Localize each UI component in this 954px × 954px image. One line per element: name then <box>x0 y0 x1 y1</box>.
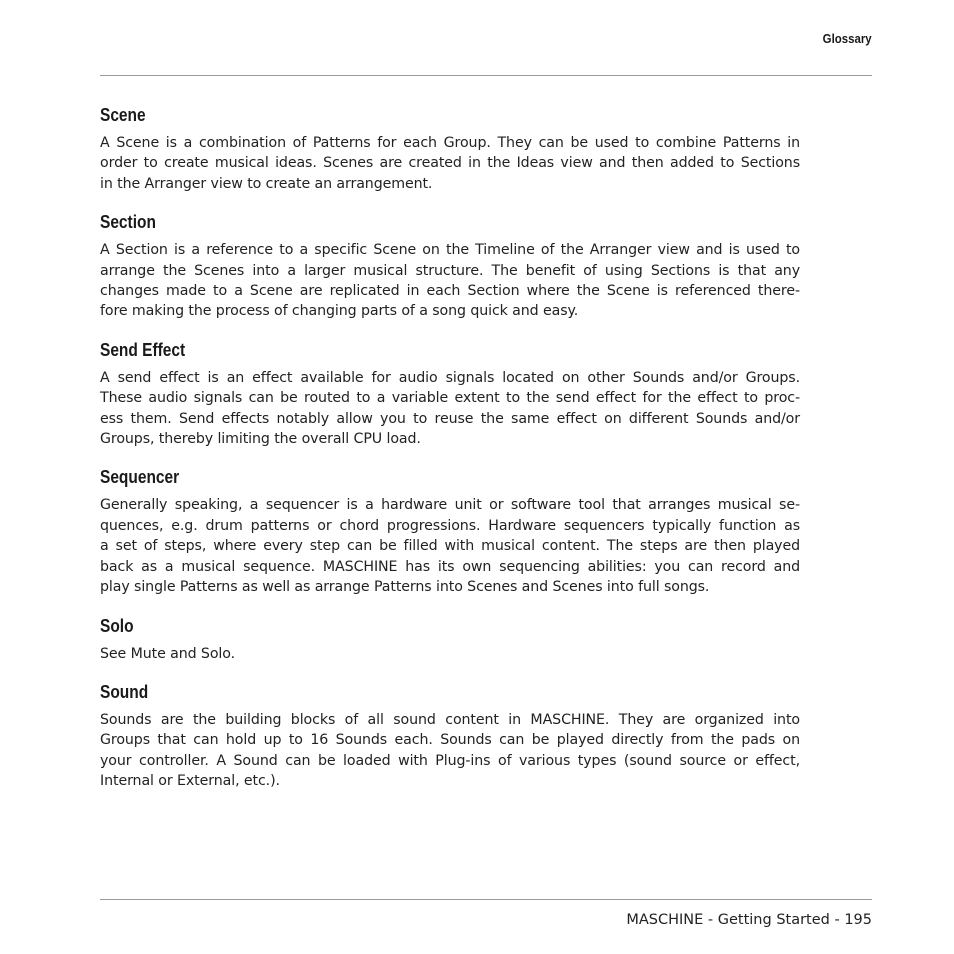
definition-line: fore making the process of changing parts of a song quick and easy. <box>100 303 579 320</box>
entry-definition <box>100 240 800 322</box>
header-rule <box>100 75 872 76</box>
glossary-entry <box>100 615 800 664</box>
definition-line: A Section is a reference to a specific Scene on the Timeline of the Arranger view and is used to <box>100 242 800 259</box>
entry-definition <box>100 133 800 194</box>
definition-line: play single Patterns as well as arrange Patterns into Scenes and Scenes into full songs. <box>100 579 710 596</box>
definition-line: order to create musical ideas. Scenes are created in the Ideas view and then added to Sections <box>100 155 800 172</box>
footer-rule <box>100 899 872 900</box>
entry-term: Send Effect <box>100 339 186 360</box>
definition-line: quences, e.g. drum patterns or chord progressions. Hardware sequencers typically function as <box>100 517 800 534</box>
definition-line: A Scene is a combination of Patterns for each Group. They can be used to combine Patterns in <box>100 135 800 151</box>
definition-line: changes made to a Scene are replicated in each Section where the Scene is referenced there- <box>100 283 800 300</box>
entry-definition <box>100 495 800 597</box>
glossary-entry <box>100 339 800 450</box>
glossary-content <box>100 104 800 809</box>
definition-line: arrange the Scenes into a larger musical structure. The benefit of using Sections is that any <box>100 262 800 279</box>
definition-line: Groups that can hold up to 16 Sounds each. Sounds can be played directly from the pads on <box>100 732 800 749</box>
definition-line: See Mute and Solo. <box>100 645 235 662</box>
glossary-entry <box>100 681 800 792</box>
glossary-entry <box>100 104 800 194</box>
entry-definition <box>100 644 800 664</box>
entry-term: Sequencer <box>100 467 180 488</box>
entry-term: Sound <box>100 681 149 702</box>
page-footer: MASCHINE - Getting Started - 195 <box>626 912 872 928</box>
entry-term: Scene <box>100 105 146 125</box>
definition-line: a set of steps, where every step can be filled with musical content. The steps are then played <box>100 538 800 555</box>
entry-definition <box>100 710 800 792</box>
definition-line: These audio signals can be routed to a variable extent to the send effect for the effect to proc- <box>100 390 800 407</box>
definition-line: in the Arranger view to create an arrangement. <box>100 175 433 192</box>
definition-line: Groups, thereby limiting the overall CPU load. <box>100 431 421 448</box>
glossary-entry <box>100 466 800 597</box>
definition-line: Sounds are the building blocks of all sound content in MASCHINE. They are organized into <box>100 711 800 728</box>
definition-line: back as a musical sequence. MASCHINE has its own sequencing abilities: you can record and <box>100 558 800 575</box>
definition-line: Internal or External, etc.). <box>100 773 280 790</box>
running-header: Glossary <box>823 31 872 46</box>
definition-line: Generally speaking, a sequencer is a hardware unit or software tool that arranges musical se- <box>100 497 800 514</box>
glossary-entry <box>100 211 800 322</box>
definition-line: ess them. Send effects notably allow you to reuse the same effect on different Sounds and/or <box>100 410 800 427</box>
entry-term: Solo <box>100 615 134 636</box>
entry-term: Section <box>100 212 156 233</box>
entry-definition <box>100 368 800 450</box>
definition-line: your controller. A Sound can be loaded with Plug-ins of various types (sound source or effect, <box>100 752 800 769</box>
definition-line: A send effect is an effect available for audio signals located on other Sounds and/or Groups. <box>100 369 800 386</box>
